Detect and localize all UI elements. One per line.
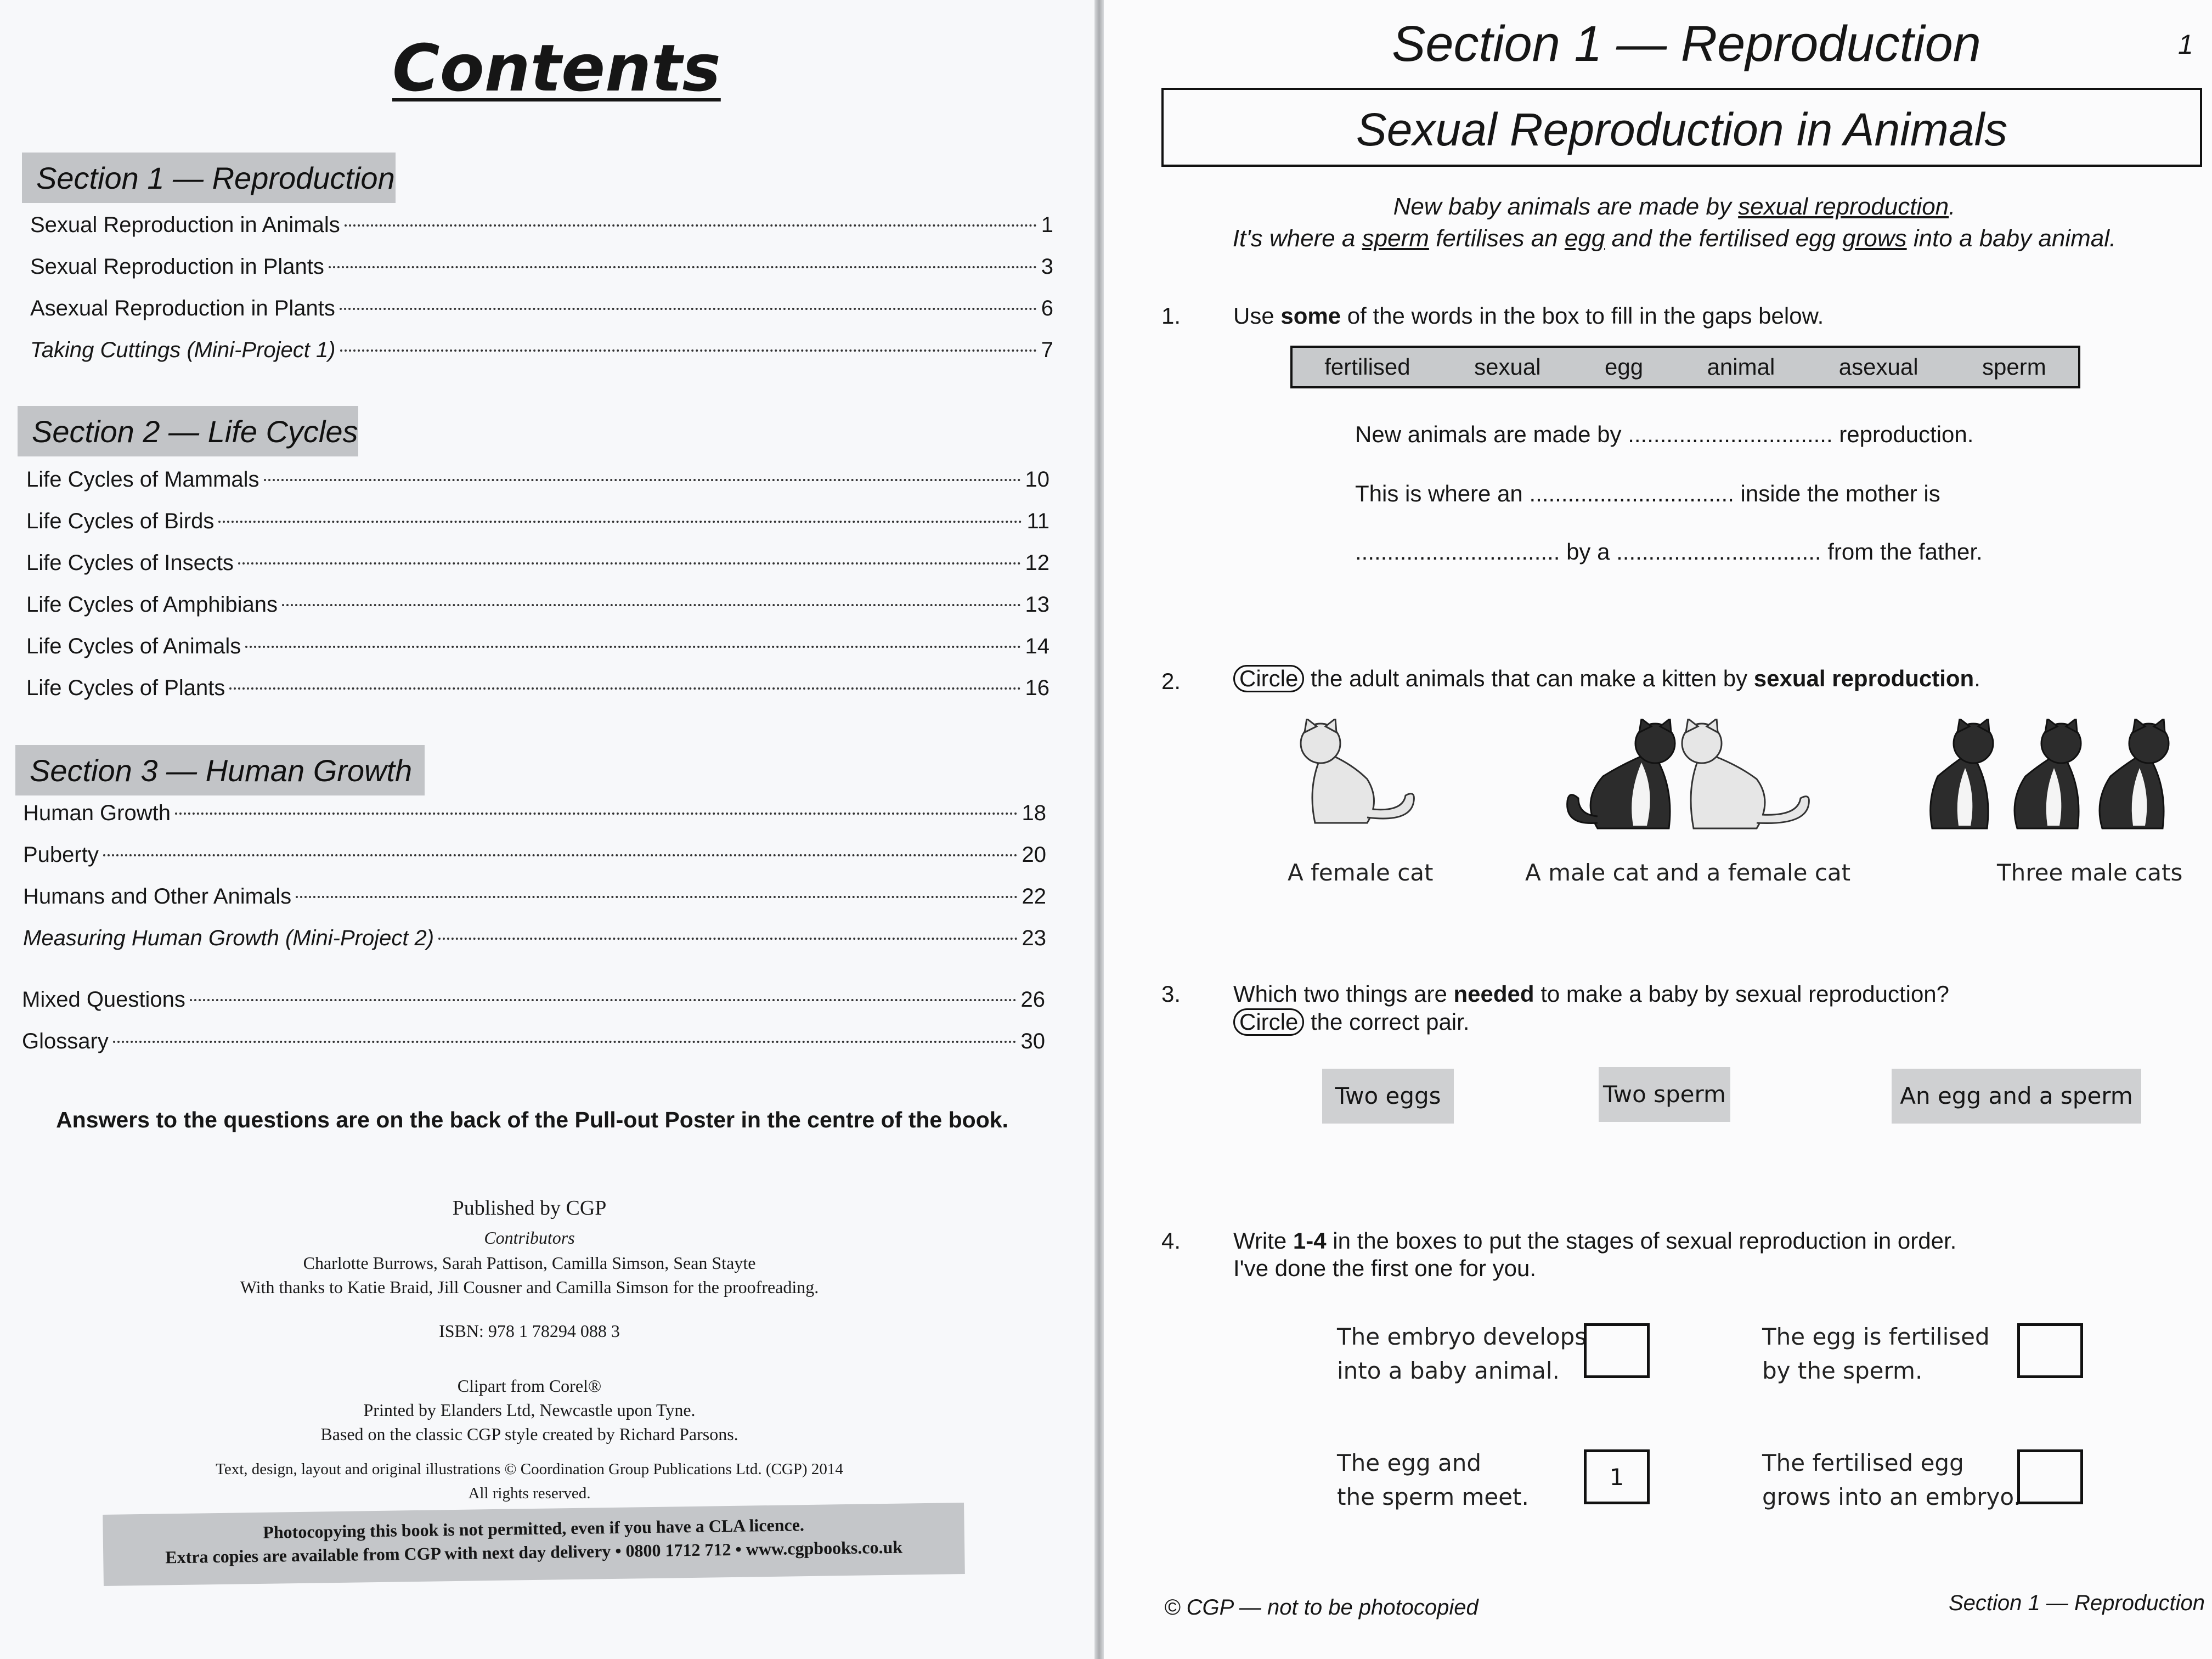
q3-number: 3. — [1161, 981, 1181, 1007]
toc-entry[interactable]: Life Cycles of Amphibians 13 — [26, 592, 1049, 617]
q2-number: 2. — [1161, 668, 1181, 694]
stage-text: The egg is fertilised by the sperm. — [1762, 1323, 1990, 1384]
toc-entry[interactable]: Measuring Human Growth (Mini-Project 2) 23 — [23, 926, 1046, 950]
word: asexual — [1838, 354, 1918, 380]
gap-sentence-2: This is where an ................................ inside the mother is — [1355, 481, 1940, 506]
toc-entry[interactable]: Humans and Other Animals 22 — [23, 884, 1046, 909]
toc-extras — [22, 988, 1045, 1071]
option-egg-and-sperm[interactable]: An egg and a sperm — [1892, 1069, 2141, 1124]
cat-caption: A female cat — [1288, 859, 1434, 886]
cat-caption: A male cat and a female cat — [1525, 859, 1851, 886]
contents-title: Contents — [392, 30, 721, 106]
q4-instruction: Write 1-4 in the boxes to put the stages of sexual reproduction in order. — [1233, 1228, 1957, 1254]
order-box[interactable] — [2017, 1323, 2083, 1378]
q4-number: 4. — [1161, 1228, 1181, 1254]
stage-text: The embryo develops into a baby animal. — [1337, 1323, 1587, 1384]
cat-caption: Three male cats — [1997, 859, 2183, 886]
contributors: Charlotte Burrows, Sarah Pattison, Camilla Simson, Sean Stayte — [303, 1253, 756, 1273]
extra-copies-text: Extra copies are available from CGP with next day delivery • 0800 1712 712 • www.cgpbooks.co.uk — [165, 1537, 903, 1567]
contents-page — [0, 0, 1094, 1659]
rights: All rights reserved. — [468, 1485, 591, 1502]
copyright: Text, design, layout and original illustrations © Coordination Group Publications Ltd. (CGP) 2014 — [216, 1460, 843, 1478]
page-number: 1 — [2178, 29, 2193, 60]
footer-copyright: © CGP — not to be photocopied — [1164, 1595, 1479, 1620]
order-box[interactable]: 1 — [1584, 1449, 1650, 1504]
answer-gap[interactable]: ................................ — [1616, 539, 1821, 565]
photocopy-notice — [103, 1503, 965, 1586]
word: egg — [1605, 354, 1644, 380]
order-box[interactable] — [1584, 1323, 1650, 1378]
toc-entry[interactable]: Mixed Questions 26 — [22, 988, 1045, 1012]
q3-instruction: Which two things are needed to make a baby by sexual reproduction? — [1233, 981, 1950, 1007]
intro-line-1: New baby animals are made by sexual reproduction. — [1393, 193, 1956, 220]
toc-section-3 — [23, 801, 1046, 968]
q4-instruction-2: I've done the first one for you. — [1233, 1255, 1537, 1281]
male-and-female-cat-image[interactable] — [1565, 719, 1817, 839]
published-by: Published by CGP — [452, 1197, 607, 1220]
option-two-sperm[interactable]: Two sperm — [1599, 1067, 1730, 1122]
section-1-heading: Section 1 — Reproduction — [22, 153, 396, 203]
answers-note: Answers to the questions are on the back of the Pull-out Poster in the centre of the book. — [56, 1107, 1008, 1132]
option-two-eggs[interactable]: Two eggs — [1322, 1069, 1454, 1124]
toc-entry[interactable]: Sexual Reproduction in Animals 1 — [30, 213, 1053, 237]
proofreading-thanks: With thanks to Katie Braid, Jill Cousner and Camilla Simson for the proofreading. — [240, 1277, 819, 1297]
female-cat-image[interactable] — [1285, 719, 1422, 834]
answer-gap[interactable]: ................................ — [1529, 481, 1734, 506]
word: animal — [1707, 354, 1775, 380]
toc-section-1 — [30, 213, 1053, 380]
answer-gap[interactable]: ................................ — [1628, 421, 1833, 447]
isbn: ISBN: 978 1 78294 088 3 — [439, 1321, 620, 1341]
contributors-heading: Contributors — [484, 1228, 575, 1248]
section-2-heading: Section 2 — Life Cycles — [18, 406, 358, 456]
book-gutter — [1094, 0, 1104, 1659]
based-on: Based on the classic CGP style created by Richard Parsons. — [320, 1424, 738, 1444]
photocopy-text: Photocopying this book is not permitted, even if you have a CLA licence. — [263, 1515, 805, 1542]
toc-entry[interactable]: Asexual Reproduction in Plants 6 — [30, 296, 1053, 320]
worksheet-page — [1104, 0, 2212, 1659]
stage-text: The fertilised egg grows into an embryo. — [1762, 1449, 2021, 1510]
word-box — [1290, 346, 2080, 388]
stage-text: The egg and the sperm meet. — [1337, 1449, 1529, 1510]
q2-instruction: Circle the adult animals that can make a kitten by sexual reproduction. — [1233, 665, 1980, 692]
gap-sentence-1: New animals are made by ................................ reproduction. — [1355, 421, 1974, 447]
answer-gap[interactable]: ................................ — [1355, 539, 1560, 565]
toc-entry[interactable]: Taking Cuttings (Mini-Project 1) 7 — [30, 338, 1053, 362]
toc-section-2 — [26, 467, 1049, 718]
toc-entry[interactable]: Human Growth 18 — [23, 801, 1046, 825]
clipart-credit: Clipart from Corel® — [457, 1376, 602, 1396]
toc-entry[interactable]: Puberty 20 — [23, 843, 1046, 867]
word: sperm — [1982, 354, 2046, 380]
word: sexual — [1474, 354, 1541, 380]
q1-number: 1. — [1161, 303, 1181, 329]
word: fertilised — [1324, 354, 1410, 380]
q1-instruction: Use some of the words in the box to fill in the gaps below. — [1233, 303, 1824, 329]
toc-entry[interactable]: Life Cycles of Mammals 10 — [26, 467, 1049, 492]
q3-instruction-2: Circle the correct pair. — [1233, 1008, 1469, 1036]
toc-entry[interactable]: Life Cycles of Insects 12 — [26, 551, 1049, 575]
footer-section: Section 1 — Reproduction — [1949, 1591, 2205, 1615]
toc-entry[interactable]: Life Cycles of Plants 16 — [26, 676, 1049, 700]
printed-by: Printed by Elanders Ltd, Newcastle upon Tyne. — [363, 1400, 696, 1420]
page-title: Sexual Reproduction in Animals — [1161, 88, 2202, 167]
toc-entry[interactable]: Glossary 30 — [22, 1029, 1045, 1053]
three-male-cats-image[interactable] — [1927, 719, 2212, 839]
intro-line-2: It's where a sperm fertilises an egg and the fertilised egg grows into a baby animal. — [1232, 225, 2117, 252]
section-header: Section 1 — Reproduction — [1392, 16, 1981, 72]
gap-sentence-3: ................................ by a ................................ from the father. — [1355, 539, 1983, 565]
toc-entry[interactable]: Sexual Reproduction in Plants 3 — [30, 255, 1053, 279]
section-3-heading: Section 3 — Human Growth — [15, 745, 425, 795]
toc-entry[interactable]: Life Cycles of Birds 11 — [26, 509, 1049, 533]
toc-entry[interactable]: Life Cycles of Animals 14 — [26, 634, 1049, 658]
order-box[interactable] — [2017, 1449, 2083, 1504]
